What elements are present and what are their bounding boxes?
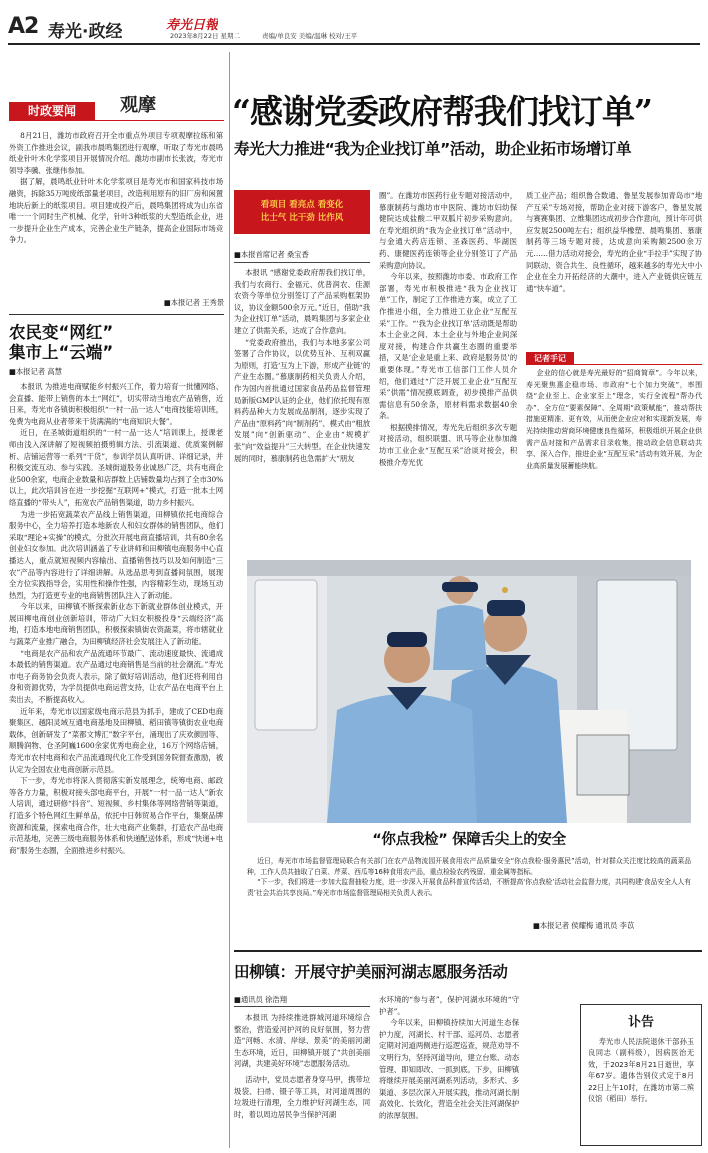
inspection-photo [247,560,691,823]
main-para: 本报讯 “感谢党委政府帮我们找订单，我们与农商行、金福元、优普润农、佳源农资今等单位分别签订了产品采购框架协议，协议金额500余万元。”近日，借助“我为企业找订单”活动，晨鸣集团与多家企业建立了供需关系，达成了合作意向。 [234,268,370,335]
news-ecommerce-byline: ■本报记者 高慧 [9,367,62,376]
bottom-para: 水环境的“参与者”，保护河湖水环境的“守护者”。 [379,995,519,1016]
photo-caption [247,856,691,918]
bottom-col3 [379,994,519,1148]
date-line: 2023年8月22日 星期二 [170,32,241,40]
column-divider [229,52,230,1148]
main-col1 [234,267,370,529]
bottom-para: 今年以来，田柳镇持续加大河道生态保护力度，河湖长、村干部、巡河员、志愿者定期对河道两侧进行巡逻巡查，规范劝导不文明行为，坚持河道导向，建立台账、动态管理、即知即改、一抓到底。下步，田柳镇将继续开展美丽河湖系列活动，多形式、多渠道、多层次深入开展实践，推动河湖长制高效化、长效化，营造全社会关注河湖保护的浓厚氛围。 [379,1018,519,1120]
header-rule [8,43,700,45]
news-ecommerce-para: 今年以来，田柳镇不断探索新业态下新就业群体创业模式，开展田柳电商创业创新培训，带动广大妇女积极投身“云端经济”高地，打造本地电商销售团队，积极探索镇街农资蔬菜，将市辖就业与蔬菜产业推广融合，为田柳镇经济社会发展注入了新动能。 [9,602,223,647]
bottom-para: 本报讯 为持续推进群城河道环境综合整治，营造爱河护河的良好氛围，努力营造“河畅、水清、岸绿、景美”的美丽河湖生态环境，近日，田柳镇开展了“共创美丽河湖，共建美好环境”志愿服务活动。 [234,1013,370,1069]
reporter-note-body [526,368,702,528]
main-byline-rule [234,262,370,263]
news-ecommerce-body [9,381,223,1148]
bottom-col2 [234,1074,370,1148]
main-para: 圈”。在潍坊市医药行业专题对接活动中，慕康制药与潍坊市中医院、潍坊市妇幼保健院达成盐酸二甲双胍片初步采购意向。在寿光组织的“我为企业找订单”活动中，与金通大药店连锁、圣森医药、华湖医药、康健医药连锁等企业分别签订了产品采购意向协议。 [379,191,517,270]
section-tag: 时政要闻 [9,102,95,120]
reporter-note-para: 企业的信心就是寿光最好的“招商简章”。今年以来，寿光聚焦惠企稳市场、市政府“七个加力突破”，率围绕“企业至上、企业家至上”理念，实行全流程“帮办代办”、全方位“要素保障”、全周期“政策赋能”，推动帮扶措施更精准、更有效，从而使企业应对和实现新发展，寿光持续推动营商环境健康良性循环，积极组织开展企业供需产品对接和产品需求目录收集，推动政企信息联动共享、深入合作，推进企业“互配互采”活动有效开展，为企业高质量发展蓄能续航。 [526,369,702,470]
news-ecommerce-para: 为进一步拓宽蔬菜农产品线上销售渠道，田柳镇依托电商综合服务中心，全力培养打造本地新农人和妇女群体的销售团队，他们采取“理论+实操”的模式，分批次开展电商直播培训，共有80余名创业妇女参加。此次培训涵盖了专业讲师和田柳镇电商服务中心直播达人，重点就短视频内容输出、直播销售技巧以及如何制造“三农”产品等内容进行了详细讲解。从选品思考到直播间氛围，展现全方位实践指导会，实用性和操作性强，内容精彩生动，现场互动热烈，为打造更专业的电商销售团队注入了新动能。 [9,509,223,600]
main-col2 [379,190,517,528]
reporter-note-label: 记者手记 [526,352,574,365]
obituary-box [580,1004,702,1146]
news-ecommerce-para: 近日，在圣城街道组织的“一村一品一达人”培训课上，授课老师由浅入深讲解了短视频拍摄剪辑方法、引流渠道、优质案例解析、店铺运营等一系列“干货”，参训学员认真听讲、详细记录，并积极交流互动、参与实践。圣城街道股务业诚恳广泛，共有电商企业500余家，电商企业数量和店群数上店铺数量均占到了全市30%以上，此次培训旨在进一步挖掘“互联网+”模式，打造一批本土网络直播的“带头人”，拓宽农产品销售渠道，助力乡村振兴。 [9,428,223,507]
news-meeting-para: 据了解，晨鸣纸业针叶木化学浆项目是寿光市和国家科技市场融资，拆除35万吨废纸部量老项目，改造利用原有的旧厂房和闲置地块后新上的纸浆项目。项目建成投产后，晨鸣集团将成为山东省唯一一个同时生产机械、化学，针叶3种纸浆的大型造纸企业，进一步提升企业生产成本，完善企业生产链条，提高企业国际市场竞争力。 [9,177,223,245]
bottom-col1 [234,1012,370,1072]
main-byline: ■本报首席记者 桑宝香 [234,250,309,259]
section-tag-suffix: 观摩 [120,95,156,116]
bottom-para: 活动中，党员志愿者身穿马甲，携带垃圾袋、扫帚、镊子等工具，对河道周围的垃圾进行清理，全力维护好河湖生态，同时，着以周边居民争当保护河湖 [234,1075,370,1119]
main-para: “党委政府推出，我们与本地多家公司签署了合作协议，以优势互补、互利双赢为原则，打造‘互为上下游，形成产业链’的产业生态圈。”慕康制药相关负责人介绍，作为国内首批通过国家食品药品监督管理局新版GMP认证的企业，他们依托现有原料药品种大力发展成品制剂，逐步实现了产品由“原料药”向“制剂药”、模式由“粗放发展”向“创新驱动”、企业由“规模扩张”向“效益提升”三大转型。在企业快速发展的同时，慕康制药也急需扩大“朋友 [234,337,370,463]
main-subheadline: 寿光大力推进“我为企业找订单”活动，助企业拓市场增订单 [234,140,632,158]
obituary-title: 讣告 [627,1015,654,1030]
section-name: 寿光·政经 [48,22,123,42]
main-para: 根据摸排情况，寿光先后组织多次专题对接活动，组织联盟、讯马等企业参加潍坊市工业企业“互配互采”洽谈对接会，积极推介寿光优 [379,422,517,467]
section-rule [234,950,702,952]
main-headline: “感谢党委政府帮我们找订单” [232,92,652,131]
news-ecommerce-para: “电商是农产品和农产品流通环节最广、流动速度最快、流通成本最低的销售渠道。农产品通过电商销售是当前的社会潮流。”寿光市电子商务协会负责人表示，除了做好培训活动，他们还将利用自身和资源优势，为学员提供电商运营支持，让农产品在电商平台上卖出去，不断提高收入。 [9,648,223,705]
sidebar-divider [9,314,224,315]
photo-caption-para: 近日，寿光市市场监督管理局联合有关部门在农产品物流园开展食用农产品质量安全“你点我检·服务惠民”活动，针对群众关注度比较高的蔬菜品种，工作人员共抽取了白菜、芹菜、西瓜等16种食用农产品，重点检验农药残留、重金属等指标。 [247,857,691,876]
masthead-logo: 寿光日報 [166,18,219,33]
bottom-byline: ■通讯员 徐浩翔 [234,995,287,1004]
news-ecommerce-para: 近年来，寿光市以国家级电商示范县为抓手，建成了CED电商聚集区、越阳灵域互通电商基地及田柳镇、稻田镇等镇街农业电商载体，创新研发了“菜都文博汇”数字平台，涌现出了庆欢颜园等、顺腾润物、仓圣阿巍1600余家优秀电商企业，16万个网络店铺，寿光市农村电商和农产品流通现代化工作受到国务院督查激励，被认定为全国农业电商创新示范县。 [9,706,223,774]
banner-line: 看项目 看亮点 看变化 [260,200,344,210]
obituary-body: 寿光市人民法院退休干部孙玉良同志（副科级），因病医治无效，于2023年8月21日逝世，享年67岁。遗体告别仪式定于8月22日上午10时，在潍坊市第二殡仪馆（稻田）举行。 [588,1037,694,1104]
news-meeting-body [9,130,223,300]
bottom-headline: 田柳镇：开展守护美丽河湖志愿服务活动 [234,963,508,981]
campaign-banner [234,190,370,234]
photo-headline: “你点我检” 保障舌尖上的安全 [372,832,566,848]
news-meeting-byline: ■本报记者 王秀景 [163,298,224,307]
photo-caption-para: “下一步，我们将进一步加大监督抽检力度，进一步深入开展食品科普宣传活动，不断提高‘你点我检’活动社会监督力度，共同构建‘食品安全人人有责’社会共治共享良局。”寿光市市场监督管理局相关负责人表示。 [247,878,691,897]
main-col3 [526,190,702,343]
banner-line: 比士气 比干劲 比作风 [260,213,344,223]
news-ecommerce-headline: 农民变“网红” 集市上“云端” [9,323,114,362]
main-para: 质工业产品；组织鲁合数通、鲁星发展参加青岛市“地产互采”专场对接，帮助企业对接下游客户，鲁星发展与赛赛集团、立维集团达成初步合作意向，预计年可供应发展2500吨左右；组织益华橡塑、晨鸣集团、慕康制药等三场专题对接，达成意向采购额2500余万元……借力活动对接会，寿光的企业“手拉手”实现了协同联动、资合共生、良性循环，越来越多的寿光大中小企业在全力开拓经济的大潮中，进入产业链供应链互通“快车道”。 [526,191,702,293]
editor-credits: 责编/单良安 美编/温琳 校对/王平 [262,32,358,40]
news-ecommerce-para: 下一步，寿光市将深入贯彻落实新发展理念，统筹电商、邮政等各方力量，积极对接头部电商平台，开展“一村一品一达人”新农人培训，通过研修“抖音”、短视频、乡村集体等网络营销等渠道，打造多个特色网红生鲜单品，依托中日韩贸易合作平台，集聚品牌资源和流量，探索电商合作，壮大电商产业集群，打造农产品电商示范基地，完善三级电商服务体系和快递配送体系，形成“快递+电商”服务生态圈，全面推进乡村振兴。 [9,776,223,855]
reporter-note-rule [574,364,702,365]
sidebar-tag-rule [9,120,224,121]
main-para: 今年以来，按照潍坊市委、市政府工作部署，寿光市积极推进“我为企业找订单”工作，制定了工作推进方案，成立了工作推进小组，全力推进工业企业“互配互采”工作。“‘我为企业找订单’活动既是帮助本土企业之间、本土企业与外地企业间深度对接，构建合作共赢生态圈的重要举措，又是‘企业是重上来、政府是服务员’的重要体现。”寿光市工信部门工作人员介绍，他们通过“广泛开展工业企业“互配互采”供需”情况摸底调查，初步摸排产品供需信息有50余条，原材料需求数据40余条。 [379,272,517,421]
inspection-photo-art [247,560,691,823]
news-ecommerce-para: 本报讯 为推进电商赋能乡村振兴工作，着力培育一批懂网络、会直播、能带上销售的本土“网红”，切实带动当地农产品销售，近日来，寿光市各镇街积极组织“一村一品一达人”电商技能培训班，免费为电商从业者带来干货满满的“电商知识大餐”。 [9,382,223,426]
photo-byline: ■本报记者 侯耀梅 通讯员 李苡 [533,921,635,930]
bottom-byline-rule [234,1006,370,1007]
news-meeting-para: 8月21日，潍坊市政府召开全市重点外项目专项观摩拉练和第外资工作推进会议，副我市晨鸣集团进行观摩，听取了寿光市晨鸣纸业针叶木化学浆项目开展情况介绍。潍坊市副市长张波，寿光市领导李骥、张继伟参加。 [9,131,223,175]
page-number: A2 [8,14,39,39]
